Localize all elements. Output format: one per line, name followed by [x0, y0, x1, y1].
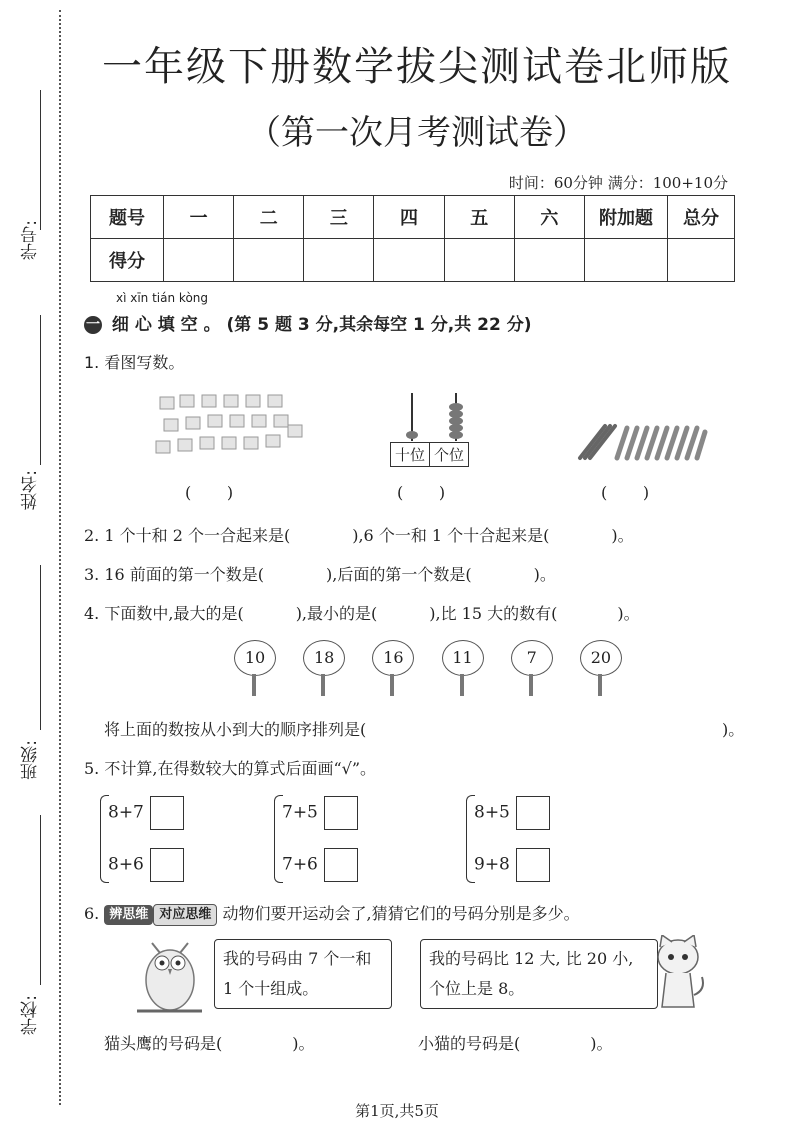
check-box[interactable]: [516, 848, 550, 882]
q3-text-3: )。: [533, 565, 556, 584]
cat-speech-bubble: 我的号码比 12 大, 比 20 小, 个位上是 8。: [420, 939, 658, 1009]
q5-expression: [108, 848, 184, 882]
tree-number: 16: [372, 640, 414, 676]
question-3: [84, 562, 556, 585]
expression-text: 8+5: [474, 802, 510, 823]
question-1: 1. 看图写数。: [84, 353, 185, 372]
section-heading: [84, 310, 531, 335]
binding-dotted-line: [59, 10, 61, 1105]
table-cell: 四: [374, 196, 444, 239]
name-label: 姓名:: [21, 470, 41, 510]
tree-trunk: [321, 674, 325, 696]
sticks-image: [575, 418, 710, 466]
q4-text-2: ),最小的是(: [295, 604, 378, 623]
owl-answer-end: )。: [292, 1034, 315, 1053]
table-cell: 一: [164, 196, 234, 239]
section-note: (第 5 题 3 分,其余每空 1 分,共 22 分): [226, 315, 532, 335]
score-input-cell[interactable]: [234, 239, 304, 282]
q4-order-end: )。: [722, 720, 745, 739]
q2-text-2: ),6 个一和 1 个十合起来是(: [352, 526, 550, 545]
tree-trunk: [598, 674, 602, 696]
cat-answer-text: 小猫的号码是(: [418, 1034, 521, 1053]
tree-number: 11: [442, 640, 484, 676]
q5-expression: [474, 848, 550, 882]
tag-badge: 辨思维: [104, 905, 153, 925]
score-input-cell[interactable]: [304, 239, 374, 282]
score-input-cell[interactable]: [514, 239, 584, 282]
number-tree: [578, 640, 622, 698]
question-5: 5. 不计算,在得数较大的算式后面画“√”。: [84, 759, 376, 778]
tree-number: 20: [580, 640, 622, 676]
q3-text-2: ),后面的第一个数是(: [326, 565, 472, 584]
section-number: 一: [86, 317, 100, 333]
ones-place-label: 个位: [434, 446, 465, 464]
tree-trunk: [460, 674, 464, 696]
q2-text-3: )。: [611, 526, 634, 545]
score-input-cell[interactable]: [668, 239, 735, 282]
q5-expression: [108, 796, 184, 830]
question-2: [84, 523, 634, 546]
q4-order-answer-blank[interactable]: [446, 714, 716, 736]
tree-number: 7: [511, 640, 553, 676]
expression-text: 8+6: [108, 854, 144, 875]
number-tree: [301, 640, 345, 698]
section-title: 细 心 填 空 。: [111, 315, 221, 335]
q1-answer-blank-1[interactable]: ( ): [185, 483, 234, 502]
tens-place-label: 十位: [391, 443, 430, 466]
question-4: [84, 601, 640, 624]
section-pinyin: xì xīn tián kòng: [116, 291, 209, 305]
expression-text: 7+5: [282, 802, 318, 823]
number-tree: [440, 640, 484, 698]
table-cell: 附加题: [585, 196, 668, 239]
check-box[interactable]: [150, 848, 184, 882]
q1-answer-blank-2[interactable]: ( ): [397, 483, 446, 502]
number-tree: [370, 640, 414, 698]
q1-answer-blank-3[interactable]: ( ): [601, 483, 650, 502]
page-title: 一年级下册数学拔尖测试卷北师版: [102, 44, 732, 90]
page-subtitle: （第一次月考测试卷）: [247, 113, 587, 153]
table-cell: 得分: [91, 239, 164, 282]
score-table-header-row: [91, 196, 735, 239]
score-input-cell[interactable]: [164, 239, 234, 282]
q4-order-text: 将上面的数按从小到大的顺序排列是(: [104, 720, 367, 739]
baskets-image: [150, 385, 310, 475]
expression-text: 7+6: [282, 854, 318, 875]
abacus-place-labels: [390, 442, 469, 467]
check-box[interactable]: [516, 796, 550, 830]
number-tree: [232, 640, 276, 698]
cat-image: [648, 935, 708, 1015]
q2-text-1: 2. 1 个十和 2 个一合起来是(: [84, 526, 291, 545]
owl-image: [132, 935, 207, 1015]
cat-answer-line: [418, 1031, 613, 1054]
number-trees: [232, 640, 622, 698]
cat-answer-end: )。: [590, 1034, 613, 1053]
expression-text: 9+8: [474, 854, 510, 875]
q4-text-1: 4. 下面数中,最大的是(: [84, 604, 244, 623]
check-box[interactable]: [324, 848, 358, 882]
table-cell: 题号: [91, 196, 164, 239]
tree-trunk: [529, 674, 533, 696]
q4-text-3: ),比 15 大的数有(: [429, 604, 558, 623]
table-cell: 总分: [668, 196, 735, 239]
check-box[interactable]: [150, 796, 184, 830]
score-input-cell[interactable]: [585, 239, 668, 282]
owl-speech-bubble: 我的号码由 7 个一和 1 个十组成。: [214, 939, 392, 1009]
check-box[interactable]: [324, 796, 358, 830]
table-cell: 六: [514, 196, 584, 239]
q5-expression: [282, 848, 358, 882]
tag-badge: 对应思维: [153, 904, 217, 926]
tree-number: 18: [303, 640, 345, 676]
score-table: [90, 195, 735, 282]
owl-answer-text: 猫头鹰的号码是(: [104, 1034, 223, 1053]
q3-text-1: 3. 16 前面的第一个数是(: [84, 565, 265, 584]
q6-text: 动物们要开运动会了,猜猜它们的号码分别是多少。: [222, 904, 580, 923]
table-cell: 五: [444, 196, 514, 239]
q6-number: 6.: [84, 904, 100, 923]
owl-answer-line: [104, 1031, 315, 1054]
question-6: [84, 901, 580, 926]
q5-expression: [474, 796, 550, 830]
q5-expression: [282, 796, 358, 830]
number-tree: [509, 640, 553, 698]
school-line: [40, 815, 41, 985]
class-label: 班级:: [21, 740, 41, 780]
name-line: [40, 315, 41, 465]
tree-trunk: [390, 674, 394, 696]
score-table-score-row: [91, 239, 735, 282]
school-label: 学校:: [21, 995, 41, 1035]
page-footer: 第1页,共5页: [355, 1102, 439, 1120]
tree-number: 10: [234, 640, 276, 676]
q4-text-4: )。: [617, 604, 640, 623]
score-input-cell[interactable]: [374, 239, 444, 282]
table-cell: 二: [234, 196, 304, 239]
time-info: 时间：60分钟 满分：100+10分: [508, 174, 728, 192]
student-id-label: 学号:: [21, 220, 41, 260]
score-input-cell[interactable]: [444, 239, 514, 282]
table-cell: 三: [304, 196, 374, 239]
tree-trunk: [252, 674, 256, 696]
class-line: [40, 565, 41, 730]
expression-text: 8+7: [108, 802, 144, 823]
abacus-image: [392, 393, 477, 443]
